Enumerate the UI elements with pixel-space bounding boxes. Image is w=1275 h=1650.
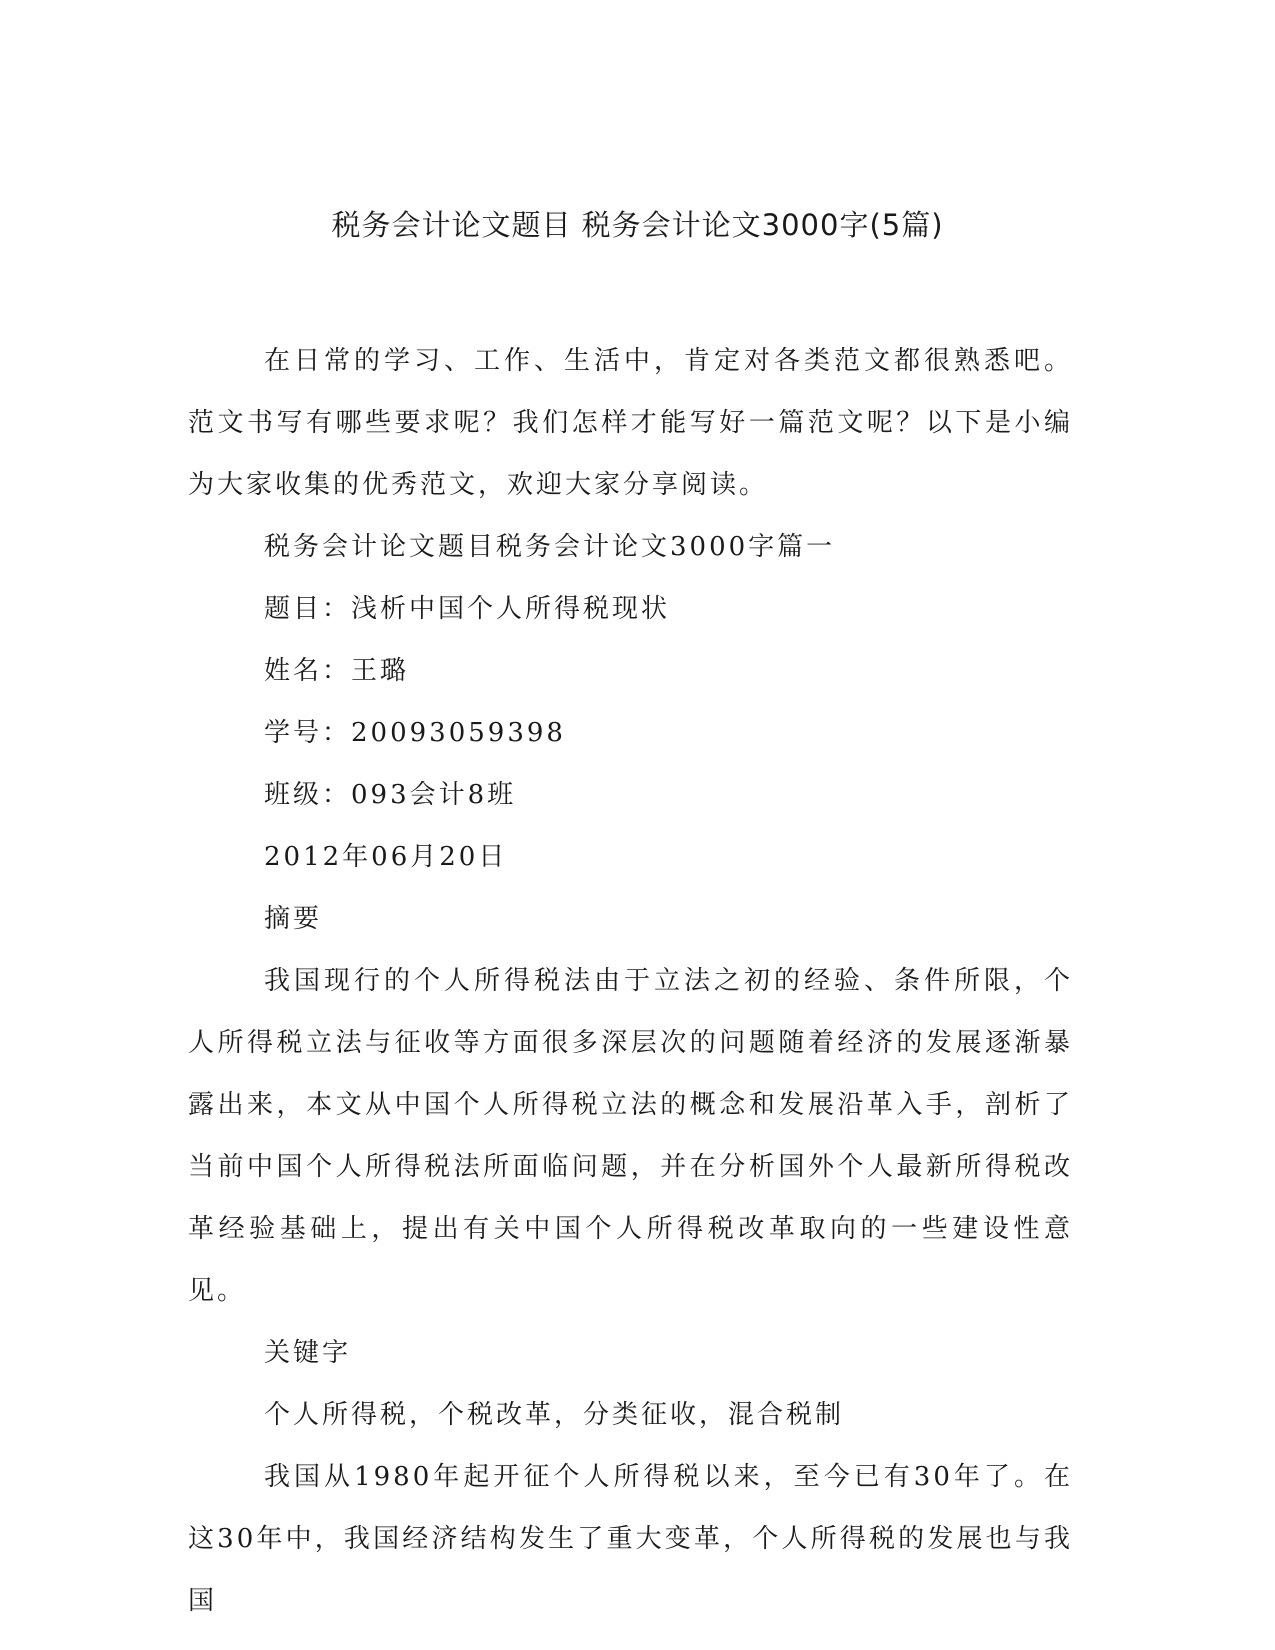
- document-title: 税务会计论文题目 税务会计论文3000字(5篇): [331, 208, 944, 242]
- keywords-list: 个人所得税，个税改革，分类征收，混合税制: [264, 1400, 845, 1430]
- intro-paragraph: 在日常的学习、工作、生活中，肯定对各类范文都很熟悉吧。范文书写有哪些要求呢？我们怎样才能写好一篇范文呢？以下是小编为大家收集的优秀范文，欢迎大家分享阅读。: [188, 346, 1073, 500]
- section-heading: 税务会计论文题目税务会计论文3000字篇一: [264, 532, 836, 562]
- student-id: 学号：20093059398: [264, 718, 566, 748]
- abstract-paragraph: 我国现行的个人所得税法由于立法之初的经验、条件所限，个人所得税立法与征收等方面很多深层次的问题随着经济的发展逐渐暴露出来，本文从中国个人所得税立法的概念和发展沿革入手，剖析了当前中国个人所得税法所面临问题，并在分析国外个人最新所得税改革经验基础上，提出有关中国个人所得税改革取向的一些建设性意见。: [188, 966, 1073, 1306]
- author-name: 姓名：王璐: [264, 656, 410, 686]
- document-body: [188, 330, 1073, 1632]
- class-info: 班级：093会计8班: [264, 780, 517, 810]
- body-paragraph: 我国从1980年起开征个人所得税以来，至今已有30年了。在这30年中，我国经济结构发生了重大变革，个人所得税的发展也与我国: [188, 1462, 1073, 1616]
- keywords-heading: 关键字: [264, 1338, 352, 1368]
- abstract-heading: 摘要: [264, 904, 323, 934]
- paper-date: 2012年06月20日: [264, 842, 508, 872]
- paper-topic: 题目：浅析中国个人所得税现状: [264, 594, 671, 624]
